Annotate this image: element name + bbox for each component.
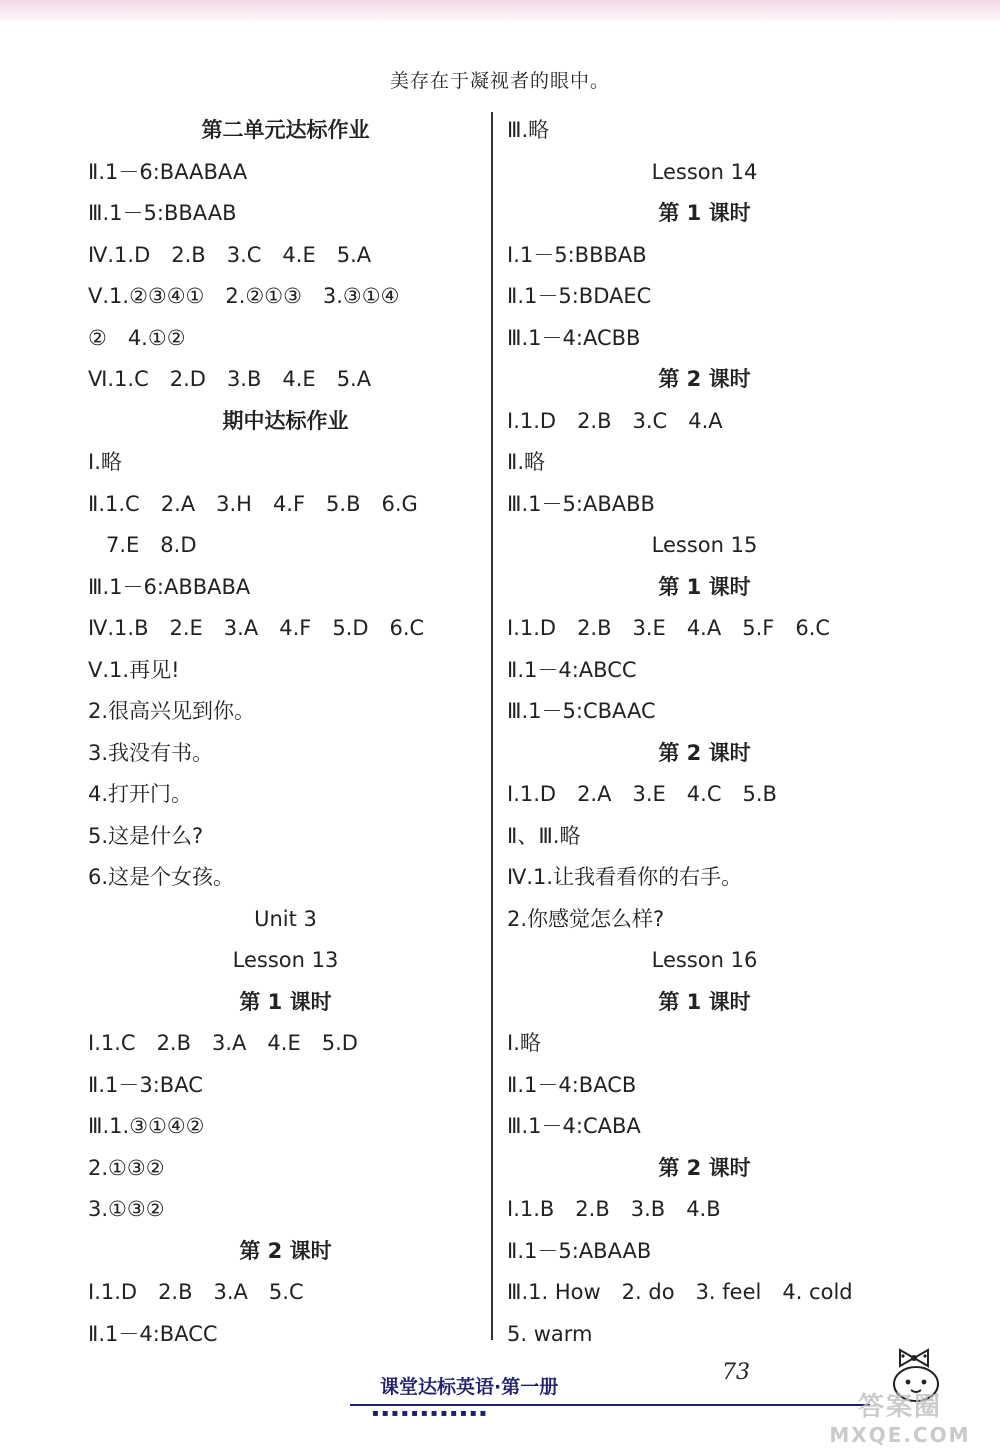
page-header-quote: 美存在于凝视者的眼中。 [389,70,610,92]
answer-line: 6.这是个女孩。 [88,865,235,889]
answer-line: Ⅰ.略 [88,450,122,474]
column-divider [491,112,493,1340]
section-heading: 期中达标作业 [222,408,349,433]
answer-line: 7.E 8.D [106,533,197,557]
left-answer-column [88,110,483,1355]
section-title: Lesson 13 [232,948,339,972]
answer-line: Ⅰ.1.C 2.B 3.A 4.E 5.D [88,1031,358,1055]
answer-line: Ⅰ.1.D 2.A 3.E 4.C 5.B [507,782,777,806]
section-heading: 第 1 课时 [658,201,751,225]
answer-line: Ⅲ.1.③①④② [88,1114,205,1138]
answer-line: Ⅰ.1.D 2.B 3.A 5.C [88,1280,304,1304]
answer-line: Ⅰ.1.B 2.B 3.B 4.B [507,1197,721,1221]
answer-line: 2.①③② [88,1155,165,1180]
top-color-band [0,0,1000,22]
section-title: Unit 3 [254,906,317,931]
section-heading: 第 2 课时 [239,1238,332,1263]
answer-line: Ⅰ.略 [507,1031,541,1055]
section-title: Lesson 15 [651,533,758,557]
answer-line: Ⅱ.1－5:BDAEC [507,284,652,308]
right-answer-column [507,110,902,1355]
answer-line: Ⅲ.略 [507,118,550,142]
section-heading: 第 2 课时 [658,367,751,391]
site-watermark [800,1386,1000,1447]
watermark-logo-text: 答案圈 [857,1392,942,1422]
section-heading: 第二单元达标作业 [201,118,370,142]
answer-line: ② 4.①② [88,325,186,350]
footer-dots: ▪▪▪▪▪▪▪▪▪▪▪▪ [372,1408,490,1419]
answer-line: Ⅱ、Ⅲ.略 [507,823,581,848]
answer-line: Ⅴ.1.②③④① 2.②①③ 3.③①④ [88,284,400,308]
watermark-url: MXQE.COM [829,1423,971,1447]
answer-line: Ⅲ.1－4:CABA [507,1114,641,1138]
answer-line: Ⅱ.1－6:BAABAA [88,159,248,184]
answer-line: Ⅲ.1－5:ABABB [507,491,655,516]
page-number: 73 [722,1360,750,1385]
answer-line: Ⅲ.1－5:BBAAB [88,201,237,225]
section-heading: 第 1 课时 [658,574,751,599]
section-heading: 第 2 课时 [658,740,751,765]
section-heading: 第 1 课时 [239,989,332,1014]
answer-line: Ⅱ.1－4:BACB [507,1072,637,1097]
answer-line: Ⅱ.1－4:BACC [88,1321,218,1346]
answer-line: Ⅴ.1.再见! [88,657,180,682]
section-heading: 第 2 课时 [658,1155,751,1180]
answer-line: Ⅱ.1－4:ABCC [507,657,637,682]
book-title: 课堂达标英语·第一册 [380,1376,559,1398]
answer-line: 3.①③② [88,1197,165,1221]
answer-line: Ⅵ.1.C 2.D 3.B 4.E 5.A [88,367,372,391]
answer-line: Ⅲ.1－4:ACBB [507,325,641,350]
answer-line: Ⅱ.1－5:ABAAB [507,1238,652,1263]
answer-line: Ⅲ.1－5:CBAAC [507,699,656,723]
answer-line: Ⅳ.1.D 2.B 3.C 4.E 5.A [88,242,372,267]
answer-line: Ⅳ.1.让我看看你的右手。 [507,865,743,889]
footer-rule [350,1404,870,1406]
answer-line: 4.打开门。 [88,782,193,806]
answer-line: Ⅰ.1－5:BBBAB [507,242,647,267]
answer-line: Ⅱ.1.C 2.A 3.H 4.F 5.B 6.G [88,491,418,516]
answer-line: 2.你感觉怎么样? [507,906,665,931]
answer-line: Ⅱ.略 [507,450,546,474]
section-title: Lesson 16 [651,948,758,972]
answer-line: 3.我没有书。 [88,740,214,765]
answer-line: Ⅲ.1. How 2. do 3. feel 4. cold [507,1280,853,1304]
answer-line: 2.很高兴见到你。 [88,699,256,723]
answer-line: Ⅰ.1.D 2.B 3.E 4.A 5.F 6.C [507,616,831,640]
section-title: Lesson 14 [651,159,758,184]
answer-line: Ⅲ.1－6:ABBABA [88,574,251,599]
answer-line: Ⅰ.1.D 2.B 3.C 4.A [507,408,723,433]
answer-line: Ⅳ.1.B 2.E 3.A 4.F 5.D 6.C [88,616,425,640]
section-heading: 第 1 课时 [658,989,751,1014]
answer-line: Ⅱ.1－3:BAC [88,1072,203,1097]
answer-line: 5. warm [507,1321,593,1346]
answer-line: 5.这是什么? [88,823,204,848]
